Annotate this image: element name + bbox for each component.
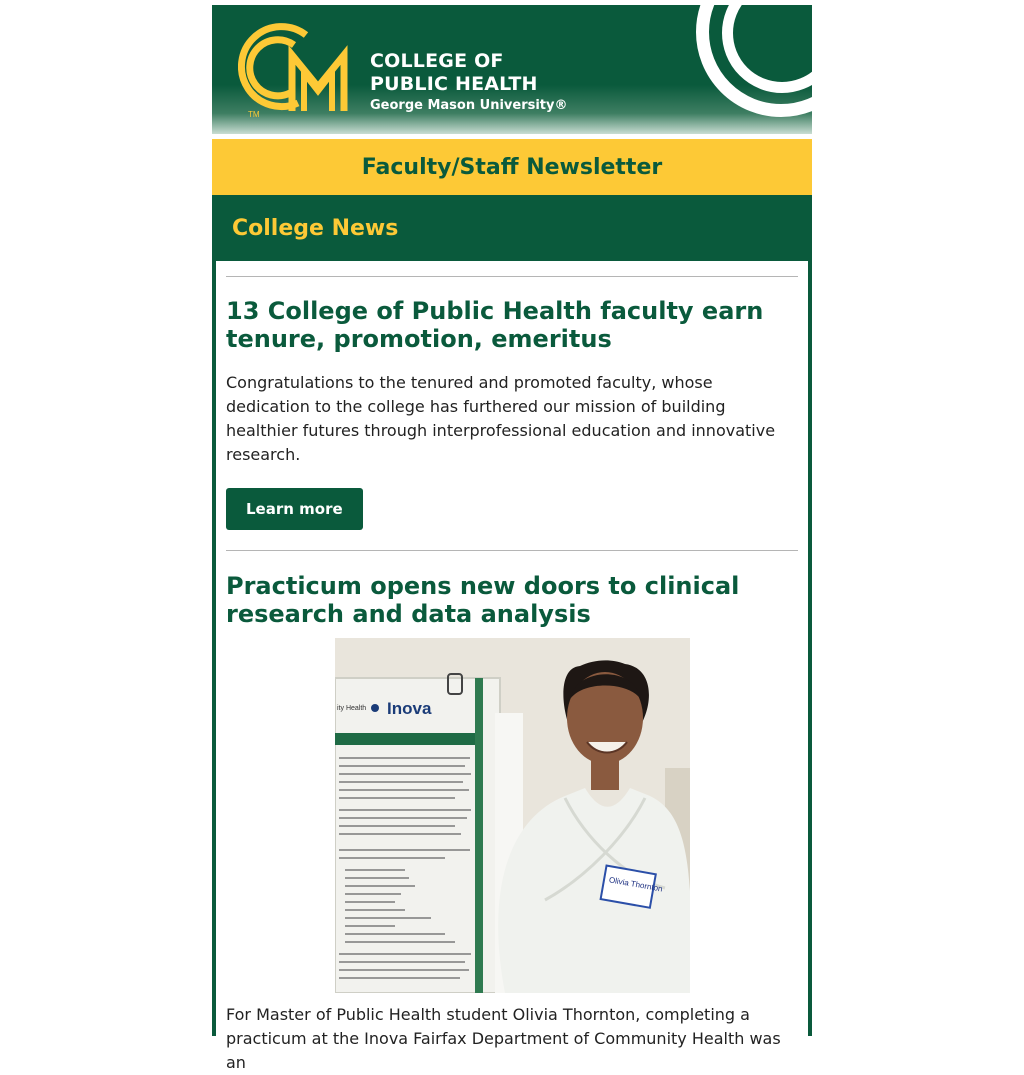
- article-tenure: [226, 297, 798, 530]
- newsletter-title-bar: [212, 139, 812, 195]
- article-summary: Congratulations to the tenured and promoted faculty, whose dedication to the college has furthered our mission of building healthier futures through interprofessional education and innovative research.: [226, 373, 776, 464]
- newsletter: [212, 5, 812, 1072]
- divider: [226, 276, 798, 277]
- name-tag-label: Olivia Thornton: [607, 875, 663, 894]
- article-summary: For Master of Public Health student Olivia Thornton, completing a practicum at the Inova Fairfax Department of Community Health was an: [226, 1005, 781, 1072]
- newsletter-title: Faculty/Staff Newsletter: [361, 154, 663, 180]
- university-name: George Mason University®: [370, 98, 568, 113]
- poster-heading-label: ity Health: [336, 705, 366, 712]
- college-line-2: PUBLIC HEALTH: [370, 73, 538, 95]
- trademark-label: TM: [248, 110, 260, 119]
- section-title: College News: [232, 215, 399, 241]
- college-wordmark: [370, 50, 568, 115]
- divider: [226, 550, 798, 551]
- poster-logo-label: Inova: [386, 699, 431, 718]
- student-poster-photo: [335, 638, 690, 993]
- college-line-1: COLLEGE OF: [370, 50, 504, 72]
- content-panel: [212, 261, 812, 1072]
- article-title[interactable]: 13 College of Public Health faculty earn tenure, promotion, emeritus: [226, 297, 764, 353]
- section-header: [212, 195, 812, 261]
- article-practicum: [226, 572, 798, 1075]
- gmu-logo-icon: [238, 21, 360, 119]
- article-title[interactable]: Practicum opens new doors to clinical research and data analysis: [226, 572, 740, 628]
- header-banner: [212, 5, 812, 134]
- learn-more-button[interactable]: Learn more: [226, 488, 363, 530]
- article-photo[interactable]: [335, 638, 690, 993]
